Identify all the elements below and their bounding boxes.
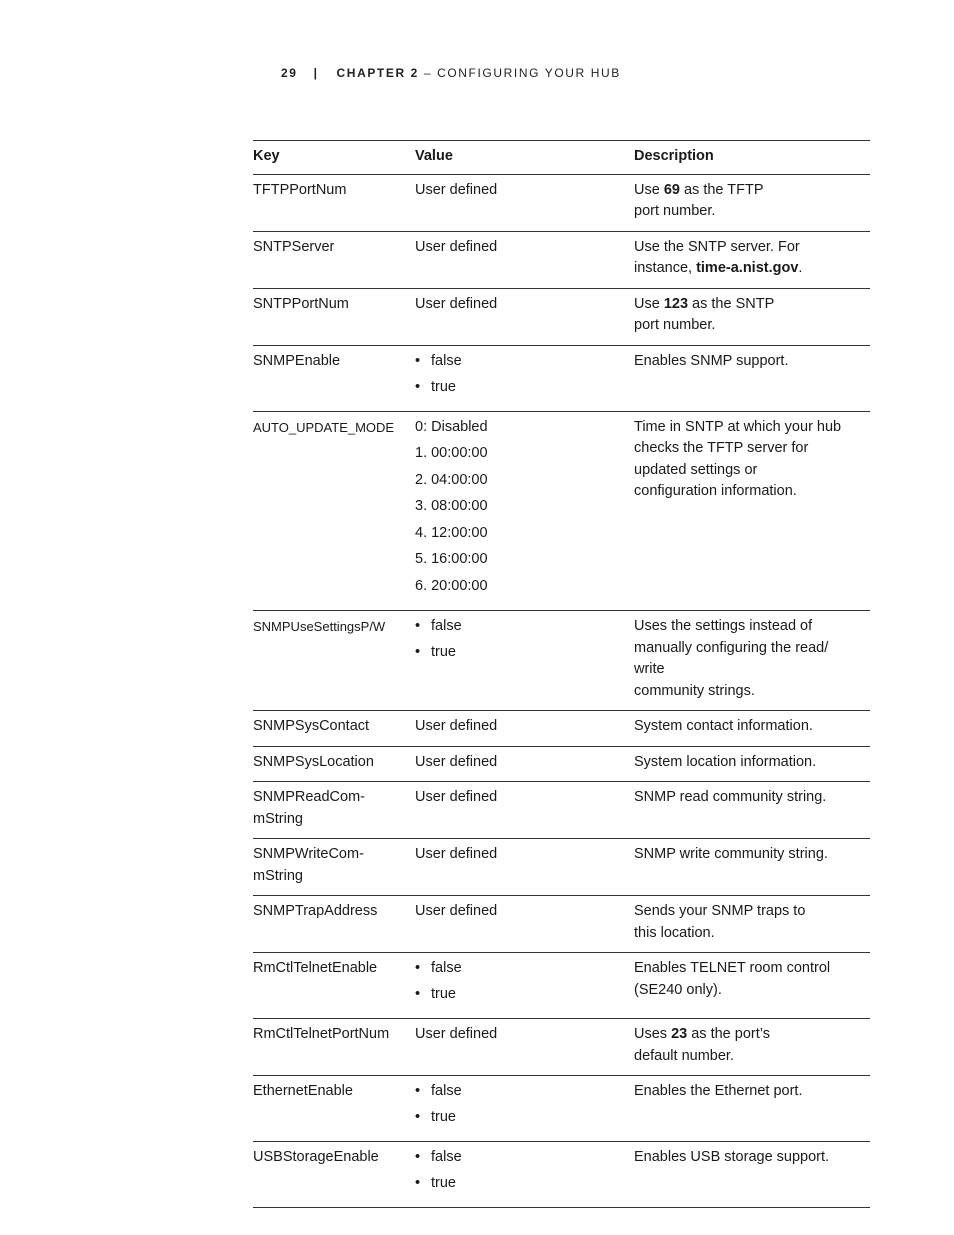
row-key: USBStorageEnable	[253, 1142, 415, 1208]
row-description: Use 123 as the SNTP port number.	[634, 288, 870, 345]
row-description: Time in SNTP at which your hub checks the TFTP server for updated settings or configuration information.	[634, 411, 870, 611]
table-row	[253, 746, 870, 782]
column-header-key: Key	[253, 141, 415, 175]
bullet-icon: •	[415, 1109, 421, 1125]
table-row	[253, 711, 870, 747]
list-item: • false	[415, 1147, 634, 1173]
row-description: SNMP write community string.	[634, 839, 870, 896]
row-description: Uses the settings instead of manually configuring the read/ write community strings.	[634, 611, 870, 711]
table-header-row	[253, 141, 870, 175]
table-row	[253, 1019, 870, 1076]
list-item: 2. 04:00:00	[415, 471, 488, 488]
chapter-label: CHAPTER 2	[336, 66, 419, 80]
row-value: User defined	[415, 896, 634, 953]
bullet-icon: •	[415, 378, 421, 395]
table-row	[253, 839, 870, 896]
row-description: Enables the Ethernet port.	[634, 1076, 870, 1142]
row-description: Enables TELNET room control (SE240 only).	[634, 953, 870, 1019]
row-key: RmCtlTelnetEnable	[253, 953, 415, 1019]
row-value: User defined	[415, 746, 634, 782]
table-row	[253, 345, 870, 411]
list-item: 5. 16:00:00	[415, 551, 488, 567]
list-item: 1. 00:00:00	[415, 445, 488, 461]
row-description: Enables SNMP support.	[634, 345, 870, 411]
row-description: Use the SNTP server. For instance, time-a.nist.gov.	[634, 231, 870, 288]
row-description: Sends your SNMP traps to this location.	[634, 896, 870, 953]
bullet-icon: •	[415, 618, 421, 634]
running-header	[281, 66, 621, 80]
page-number: 29	[281, 66, 298, 80]
bullet-icon: •	[415, 986, 421, 1002]
list-item: 0: Disabled	[415, 418, 488, 435]
row-key: SNTPServer	[253, 231, 415, 288]
row-description: Use 69 as the TFTP port number.	[634, 174, 870, 231]
row-key: TFTPPortNum	[253, 174, 415, 231]
row-description: Uses 23 as the port’s default number.	[634, 1019, 870, 1076]
row-value: User defined	[415, 288, 634, 345]
list-item: • false	[415, 351, 634, 377]
row-description: SNMP read community string.	[634, 782, 870, 839]
row-value: User defined	[415, 839, 634, 896]
row-key: RmCtlTelnetPortNum	[253, 1019, 415, 1076]
list-item: • true	[415, 1107, 634, 1133]
table-row	[253, 953, 870, 1019]
bullet-icon: •	[415, 1175, 421, 1191]
row-value	[415, 953, 634, 1019]
config-keys-table	[253, 140, 870, 1208]
list-item: • false	[415, 616, 634, 642]
row-key: SNMPTrapAddress	[253, 896, 415, 953]
bullet-icon: •	[415, 1083, 421, 1099]
row-description: System location information.	[634, 746, 870, 782]
list-item: 6. 20:00:00	[415, 577, 488, 594]
row-value	[415, 1076, 634, 1142]
bullet-icon: •	[415, 352, 421, 369]
row-value	[415, 1142, 634, 1208]
bullet-icon: •	[415, 960, 421, 976]
row-key: AUTO_UPDATE_MODE	[253, 411, 415, 611]
row-value: User defined	[415, 782, 634, 839]
list-item: • false	[415, 1081, 634, 1107]
row-value	[415, 345, 634, 411]
row-value: User defined	[415, 1019, 634, 1076]
row-value	[415, 611, 634, 711]
list-item: • true	[415, 984, 634, 1010]
list-item: • true	[415, 377, 634, 403]
list-item: • false	[415, 958, 634, 984]
table-row	[253, 288, 870, 345]
row-value	[415, 411, 634, 611]
row-key: SNTPPortNum	[253, 288, 415, 345]
row-description: System contact information.	[634, 711, 870, 747]
list-item: 3. 08:00:00	[415, 498, 488, 514]
table-row	[253, 1142, 870, 1208]
bullet-icon: •	[415, 1149, 421, 1165]
list-item: • true	[415, 642, 634, 668]
row-key: SNMPEnable	[253, 345, 415, 411]
table-row	[253, 174, 870, 231]
list-item: • true	[415, 1173, 634, 1199]
row-value: User defined	[415, 174, 634, 231]
row-value: User defined	[415, 231, 634, 288]
bullet-icon: •	[415, 644, 421, 660]
row-key: EthernetEnable	[253, 1076, 415, 1142]
header-separator: |	[313, 66, 319, 80]
column-header-description: Description	[634, 141, 870, 175]
column-header-value: Value	[415, 141, 634, 175]
row-key: SNMPReadCom- mString	[253, 782, 415, 839]
chapter-title: – CONFIGURING YOUR HUB	[418, 66, 621, 80]
row-key: SNMPSysContact	[253, 711, 415, 747]
table-row	[253, 611, 870, 711]
list-item: 4. 12:00:00	[415, 524, 488, 541]
table-row	[253, 896, 870, 953]
row-description: Enables USB storage support.	[634, 1142, 870, 1208]
table-row	[253, 231, 870, 288]
table-row	[253, 411, 870, 611]
table-row	[253, 1076, 870, 1142]
row-key: SNMPSysLocation	[253, 746, 415, 782]
row-key: SNMPUseSettingsP/W	[253, 611, 415, 711]
row-value: User defined	[415, 711, 634, 747]
table-row	[253, 782, 870, 839]
row-key: SNMPWriteCom- mString	[253, 839, 415, 896]
